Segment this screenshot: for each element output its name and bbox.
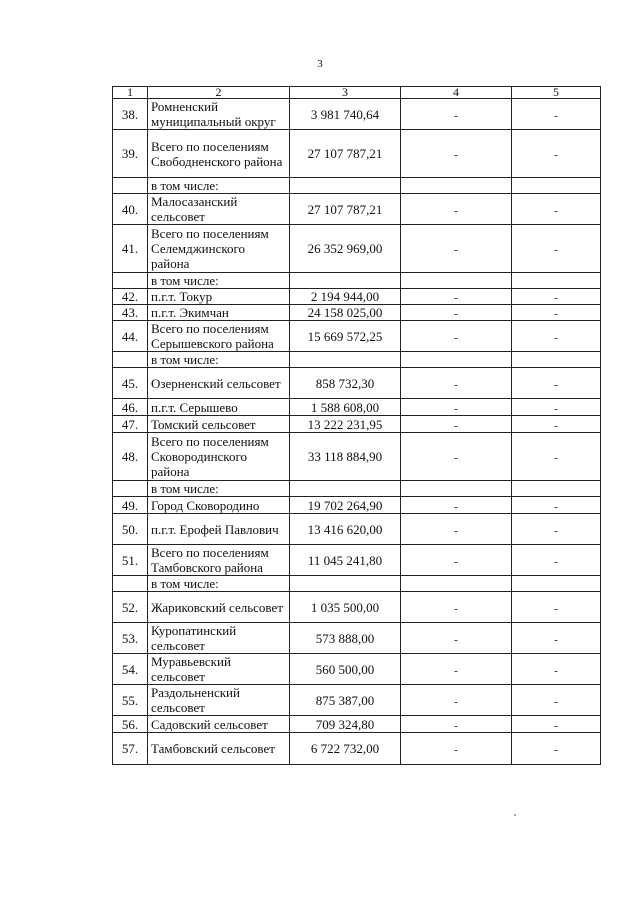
dash-mark: - bbox=[454, 244, 458, 256]
row-number: 42. bbox=[113, 289, 148, 305]
row-col-5 bbox=[512, 321, 601, 352]
row-col-4 bbox=[401, 289, 512, 305]
dash-mark: - bbox=[454, 500, 458, 513]
table-row bbox=[113, 399, 601, 416]
row-col-5 bbox=[512, 99, 601, 130]
row-name: в том числе: bbox=[148, 352, 290, 368]
table-row bbox=[113, 733, 601, 765]
dash-mark: - bbox=[554, 419, 558, 432]
table-row bbox=[113, 592, 601, 623]
row-col-4 bbox=[401, 733, 512, 765]
dash-mark: - bbox=[454, 602, 458, 615]
row-amount bbox=[290, 352, 401, 368]
table-row bbox=[113, 576, 601, 592]
dash-mark: - bbox=[454, 308, 458, 320]
row-col-5 bbox=[512, 654, 601, 685]
header-col-3: 3 bbox=[290, 87, 401, 99]
dash-mark: - bbox=[454, 744, 458, 756]
row-col-4 bbox=[401, 623, 512, 654]
row-col-5 bbox=[512, 685, 601, 716]
row-col-5 bbox=[512, 352, 601, 368]
row-amount bbox=[290, 273, 401, 289]
row-name: Раздольненский сельсовет bbox=[148, 685, 290, 716]
table-row bbox=[113, 433, 601, 481]
header-col-4: 4 bbox=[401, 87, 512, 99]
dash-mark: - bbox=[454, 204, 458, 217]
row-name: Томский сельсовет bbox=[148, 416, 290, 433]
row-col-4 bbox=[401, 592, 512, 623]
row-amount: 709 324,80 bbox=[290, 716, 401, 733]
row-col-4 bbox=[401, 685, 512, 716]
dash-mark: - bbox=[454, 664, 458, 677]
row-amount: 2 194 944,00 bbox=[290, 289, 401, 305]
dash-mark: - bbox=[454, 378, 458, 391]
row-col-4 bbox=[401, 273, 512, 289]
row-amount: 19 702 264,90 bbox=[290, 497, 401, 514]
row-col-5 bbox=[512, 368, 601, 399]
dash-mark: - bbox=[554, 744, 558, 756]
row-col-5 bbox=[512, 289, 601, 305]
table-row bbox=[113, 514, 601, 545]
row-amount bbox=[290, 576, 401, 592]
row-name: Малосазанский сельсовет bbox=[148, 194, 290, 225]
row-amount: 1 035 500,00 bbox=[290, 592, 401, 623]
row-col-5 bbox=[512, 576, 601, 592]
row-number: 49. bbox=[113, 497, 148, 514]
row-name: п.г.т. Токур bbox=[148, 289, 290, 305]
table-row bbox=[113, 321, 601, 352]
budget-table bbox=[112, 86, 601, 765]
row-number: 57. bbox=[113, 733, 148, 765]
row-col-5 bbox=[512, 592, 601, 623]
table-row bbox=[113, 194, 601, 225]
row-amount: 858 732,30 bbox=[290, 368, 401, 399]
dash-mark: - bbox=[454, 402, 458, 415]
row-amount: 6 722 732,00 bbox=[290, 733, 401, 765]
row-col-5 bbox=[512, 433, 601, 481]
dash-mark: - bbox=[454, 719, 458, 732]
row-col-5 bbox=[512, 225, 601, 273]
table-row bbox=[113, 497, 601, 514]
row-col-4 bbox=[401, 416, 512, 433]
dash-mark: - bbox=[554, 524, 558, 537]
row-col-5 bbox=[512, 514, 601, 545]
row-number: 38. bbox=[113, 99, 148, 130]
dash-mark: - bbox=[554, 109, 558, 122]
table-row bbox=[113, 654, 601, 685]
row-number: 45. bbox=[113, 368, 148, 399]
row-number: 47. bbox=[113, 416, 148, 433]
row-col-4 bbox=[401, 514, 512, 545]
row-amount: 13 222 231,95 bbox=[290, 416, 401, 433]
dash-mark: - bbox=[554, 664, 558, 677]
row-col-4 bbox=[401, 130, 512, 178]
row-name: в том числе: bbox=[148, 576, 290, 592]
row-amount: 24 158 025,00 bbox=[290, 305, 401, 321]
table-row bbox=[113, 623, 601, 654]
row-name: Всего по поселениям Серышевского района bbox=[148, 321, 290, 352]
dash-mark: - bbox=[554, 695, 558, 708]
dash-mark: - bbox=[454, 555, 458, 568]
dash-mark: - bbox=[454, 109, 458, 122]
table-header-row bbox=[113, 87, 601, 99]
table-row bbox=[113, 225, 601, 273]
row-amount bbox=[290, 481, 401, 497]
row-col-4 bbox=[401, 352, 512, 368]
dash-mark: - bbox=[454, 695, 458, 708]
row-col-4 bbox=[401, 225, 512, 273]
row-col-5 bbox=[512, 716, 601, 733]
row-col-4 bbox=[401, 399, 512, 416]
row-number: 44. bbox=[113, 321, 148, 352]
dash-mark: - bbox=[454, 292, 458, 304]
row-col-4 bbox=[401, 654, 512, 685]
row-col-5 bbox=[512, 497, 601, 514]
row-number: 56. bbox=[113, 716, 148, 733]
row-amount: 13 416 620,00 bbox=[290, 514, 401, 545]
row-col-4 bbox=[401, 178, 512, 194]
row-name: в том числе: bbox=[148, 481, 290, 497]
row-name: Муравьевский сельсовет bbox=[148, 654, 290, 685]
dash-mark: - bbox=[554, 555, 558, 568]
row-name: Всего по поселениям Тамбовского района bbox=[148, 545, 290, 576]
row-col-4 bbox=[401, 368, 512, 399]
row-name: Озерненский сельсовет bbox=[148, 368, 290, 399]
row-number: 53. bbox=[113, 623, 148, 654]
row-amount: 33 118 884,90 bbox=[290, 433, 401, 481]
table-row bbox=[113, 178, 601, 194]
row-col-5 bbox=[512, 733, 601, 765]
row-number: 48. bbox=[113, 433, 148, 481]
table-row bbox=[113, 368, 601, 399]
header-col-1: 1 bbox=[113, 87, 148, 99]
table-row bbox=[113, 545, 601, 576]
row-amount: 573 888,00 bbox=[290, 623, 401, 654]
row-number: 40. bbox=[113, 194, 148, 225]
table-row bbox=[113, 416, 601, 433]
row-col-5 bbox=[512, 481, 601, 497]
row-number: 51. bbox=[113, 545, 148, 576]
row-amount: 27 107 787,21 bbox=[290, 194, 401, 225]
row-col-5 bbox=[512, 399, 601, 416]
row-amount: 875 387,00 bbox=[290, 685, 401, 716]
row-number: 55. bbox=[113, 685, 148, 716]
dash-mark: - bbox=[454, 633, 458, 646]
row-number: 52. bbox=[113, 592, 148, 623]
table-row bbox=[113, 273, 601, 289]
row-col-5 bbox=[512, 194, 601, 225]
table-row bbox=[113, 305, 601, 321]
row-name: Ромненский муниципальный округ bbox=[148, 99, 290, 130]
row-number: 41. bbox=[113, 225, 148, 273]
row-number bbox=[113, 576, 148, 592]
row-name: Куропатинский сельсовет bbox=[148, 623, 290, 654]
row-col-4 bbox=[401, 321, 512, 352]
row-col-5 bbox=[512, 273, 601, 289]
table-row bbox=[113, 99, 601, 130]
row-name: в том числе: bbox=[148, 178, 290, 194]
dash-mark: - bbox=[554, 452, 558, 464]
row-col-4 bbox=[401, 716, 512, 733]
row-amount: 26 352 969,00 bbox=[290, 225, 401, 273]
row-name: Садовский сельсовет bbox=[148, 716, 290, 733]
table-row bbox=[113, 130, 601, 178]
dash-mark: - bbox=[554, 204, 558, 217]
scan-speck bbox=[514, 814, 516, 816]
row-number bbox=[113, 273, 148, 289]
row-col-5 bbox=[512, 178, 601, 194]
row-name: в том числе: bbox=[148, 273, 290, 289]
row-name: Жариковский сельсовет bbox=[148, 592, 290, 623]
row-name: Всего по поселениям Селемджинского района bbox=[148, 225, 290, 273]
row-number bbox=[113, 352, 148, 368]
dash-mark: - bbox=[554, 149, 558, 161]
dash-mark: - bbox=[554, 292, 558, 304]
dash-mark: - bbox=[554, 244, 558, 256]
dash-mark: - bbox=[454, 452, 458, 464]
row-amount: 27 107 787,21 bbox=[290, 130, 401, 178]
row-number: 54. bbox=[113, 654, 148, 685]
table-row bbox=[113, 716, 601, 733]
dash-mark: - bbox=[454, 149, 458, 161]
dash-mark: - bbox=[554, 378, 558, 391]
dash-mark: - bbox=[454, 331, 458, 344]
dash-mark: - bbox=[554, 308, 558, 320]
row-col-4 bbox=[401, 305, 512, 321]
row-name: Всего по поселениям Свободненского района bbox=[148, 130, 290, 178]
row-col-4 bbox=[401, 497, 512, 514]
row-amount: 15 669 572,25 bbox=[290, 321, 401, 352]
dash-mark: - bbox=[454, 419, 458, 432]
row-amount bbox=[290, 178, 401, 194]
table-row bbox=[113, 289, 601, 305]
header-col-2: 2 bbox=[148, 87, 290, 99]
dash-mark: - bbox=[554, 633, 558, 646]
row-col-4 bbox=[401, 481, 512, 497]
row-number: 43. bbox=[113, 305, 148, 321]
row-name: п.г.т. Серышево bbox=[148, 399, 290, 416]
table-row bbox=[113, 352, 601, 368]
row-col-5 bbox=[512, 130, 601, 178]
row-col-5 bbox=[512, 416, 601, 433]
row-number: 50. bbox=[113, 514, 148, 545]
row-col-4 bbox=[401, 99, 512, 130]
dash-mark: - bbox=[554, 402, 558, 415]
page-number: 3 bbox=[317, 58, 323, 70]
row-name: Город Сковородино bbox=[148, 497, 290, 514]
row-name: Тамбовский сельсовет bbox=[148, 733, 290, 765]
row-col-4 bbox=[401, 545, 512, 576]
dash-mark: - bbox=[554, 331, 558, 344]
dash-mark: - bbox=[454, 524, 458, 537]
row-col-5 bbox=[512, 305, 601, 321]
row-number bbox=[113, 178, 148, 194]
row-amount: 1 588 608,00 bbox=[290, 399, 401, 416]
row-amount: 3 981 740,64 bbox=[290, 99, 401, 130]
row-col-4 bbox=[401, 194, 512, 225]
table-row bbox=[113, 481, 601, 497]
row-col-5 bbox=[512, 545, 601, 576]
row-col-4 bbox=[401, 433, 512, 481]
row-name: п.г.т. Ерофей Павлович bbox=[148, 514, 290, 545]
row-number: 39. bbox=[113, 130, 148, 178]
row-name: Всего по поселениям Сковородинского района bbox=[148, 433, 290, 481]
row-number: 46. bbox=[113, 399, 148, 416]
row-col-4 bbox=[401, 576, 512, 592]
table-row bbox=[113, 685, 601, 716]
dash-mark: - bbox=[554, 500, 558, 513]
dash-mark: - bbox=[554, 719, 558, 732]
row-number bbox=[113, 481, 148, 497]
row-name: п.г.т. Экимчан bbox=[148, 305, 290, 321]
row-col-5 bbox=[512, 623, 601, 654]
row-amount: 560 500,00 bbox=[290, 654, 401, 685]
header-col-5: 5 bbox=[512, 87, 601, 99]
row-amount: 11 045 241,80 bbox=[290, 545, 401, 576]
dash-mark: - bbox=[554, 602, 558, 615]
